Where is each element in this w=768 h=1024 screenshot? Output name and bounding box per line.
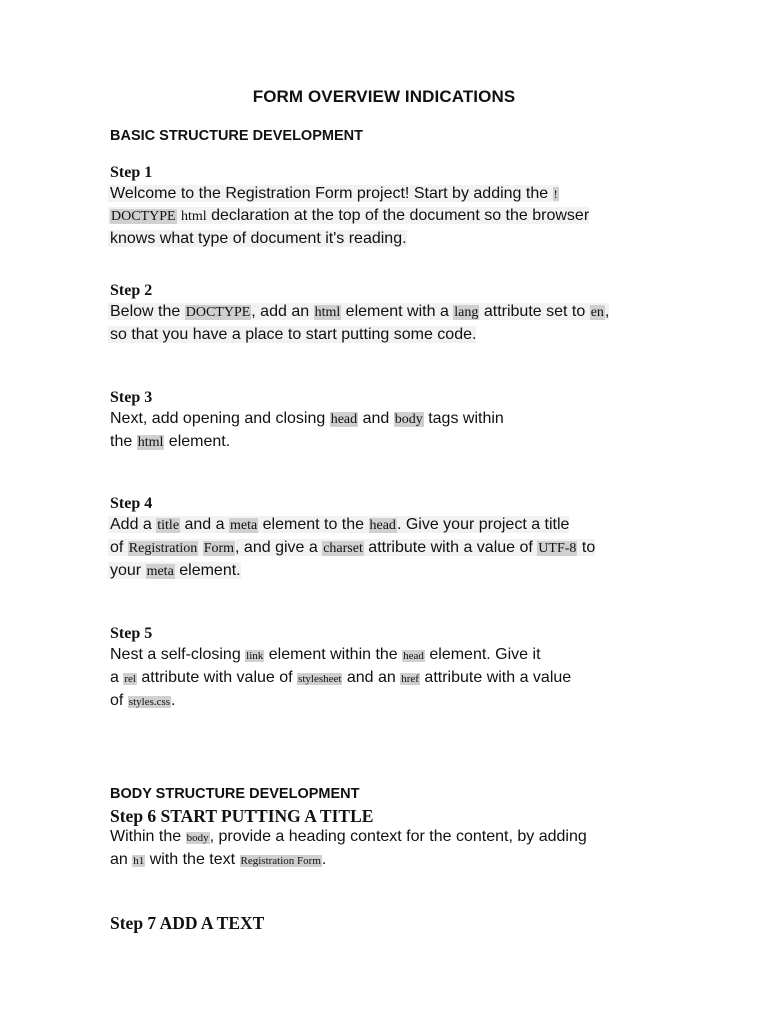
step-1	[110, 163, 650, 250]
text: element. Give it	[424, 646, 541, 663]
code-snippet: html	[137, 435, 164, 450]
text: to	[577, 539, 596, 556]
text: Nest a self-closing	[110, 646, 246, 663]
text: Within the	[110, 828, 186, 845]
text: element.	[164, 433, 231, 450]
code-snippet: head	[369, 518, 396, 533]
code-snippet: html	[314, 305, 341, 320]
step-2	[110, 281, 650, 346]
code-snippet: styles.css	[128, 696, 171, 708]
text: the	[110, 433, 137, 450]
step-3-body	[110, 408, 650, 454]
text: .	[321, 851, 327, 868]
section-heading-body: BODY STRUCTURE DEVELOPMENT	[110, 786, 360, 802]
code-snippet: body	[186, 832, 209, 844]
text: , and give a	[235, 539, 323, 556]
step-5	[110, 624, 650, 713]
text: .	[171, 692, 176, 709]
code-snippet: head	[330, 412, 358, 427]
text: and an	[342, 669, 401, 686]
step-4-label: Step 4	[110, 495, 153, 512]
code-snippet: lang	[454, 305, 479, 320]
text: ,	[604, 303, 610, 320]
step-1-body	[110, 183, 650, 250]
text: , add an	[251, 303, 314, 320]
text: . Give your project a title	[396, 516, 570, 533]
code-snippet: !	[553, 187, 558, 201]
text: attribute with value of	[136, 669, 298, 686]
code-snippet: rel	[124, 673, 136, 685]
code-snippet: title	[157, 518, 180, 533]
text: a	[110, 669, 124, 686]
text: Below the	[110, 303, 185, 320]
code-snippet: Registration Form	[240, 855, 321, 867]
code-snippet: html	[181, 209, 207, 224]
text: your	[110, 562, 146, 579]
step-6	[110, 806, 650, 872]
code-snippet: Form	[203, 541, 235, 556]
code-snippet: Registration	[128, 541, 198, 556]
step-1-label: Step 1	[110, 164, 153, 181]
text: , provide a heading context for the content, by adding	[209, 828, 587, 845]
code-snippet: UTF-8	[538, 541, 577, 556]
text: and	[358, 410, 394, 427]
text: attribute with a value	[419, 669, 572, 686]
step-3-label: Step 3	[110, 389, 153, 406]
code-snippet: head	[403, 650, 424, 662]
text: knows what type of document it's reading.	[110, 230, 407, 247]
text: of	[110, 539, 128, 556]
step-6-label: Step 6 START PUTTING A TITLE	[110, 806, 374, 826]
step-7	[110, 913, 650, 933]
text: Add a	[110, 516, 157, 533]
text: an	[110, 851, 133, 868]
code-snippet: charset	[323, 541, 363, 556]
text: element with a	[341, 303, 454, 320]
step-5-body	[110, 644, 650, 713]
text: declaration at the top of the document so the browser	[206, 207, 590, 224]
step-4-body	[110, 514, 650, 583]
code-snippet: meta	[229, 518, 258, 533]
code-snippet: meta	[146, 564, 174, 579]
step-2-body	[110, 301, 650, 346]
code-snippet: DOCTYPE	[111, 209, 176, 224]
text: element.	[174, 562, 241, 579]
code-snippet: link	[246, 650, 264, 662]
text: attribute with a value of	[363, 539, 538, 556]
step-4	[110, 494, 650, 583]
code-snippet: en	[590, 305, 604, 320]
text: tags within	[423, 410, 504, 427]
code-snippet: href	[401, 673, 419, 685]
text: element within the	[264, 646, 403, 663]
code-snippet: body	[394, 412, 423, 427]
text: attribute set to	[479, 303, 590, 320]
text: so that you have a place to start putting some code.	[110, 326, 477, 343]
text: of	[110, 692, 128, 709]
step-3	[110, 388, 650, 454]
section-heading-basic: BASIC STRUCTURE DEVELOPMENT	[110, 128, 363, 144]
text: with the text	[145, 851, 240, 868]
document-title: FORM OVERVIEW INDICATIONS	[252, 87, 516, 106]
text: element to the	[258, 516, 369, 533]
text: and a	[180, 516, 229, 533]
step-7-label: Step 7 ADD A TEXT	[110, 913, 265, 933]
code-snippet: stylesheet	[298, 673, 342, 685]
code-snippet: h1	[133, 855, 145, 867]
code-snippet: DOCTYPE	[185, 305, 251, 320]
step-5-label: Step 5	[110, 625, 153, 642]
text: Next, add opening and closing	[110, 410, 330, 427]
text: Welcome to the Registration Form project! Start by adding the	[110, 185, 553, 202]
step-6-body	[110, 826, 650, 872]
step-2-label: Step 2	[110, 282, 153, 299]
